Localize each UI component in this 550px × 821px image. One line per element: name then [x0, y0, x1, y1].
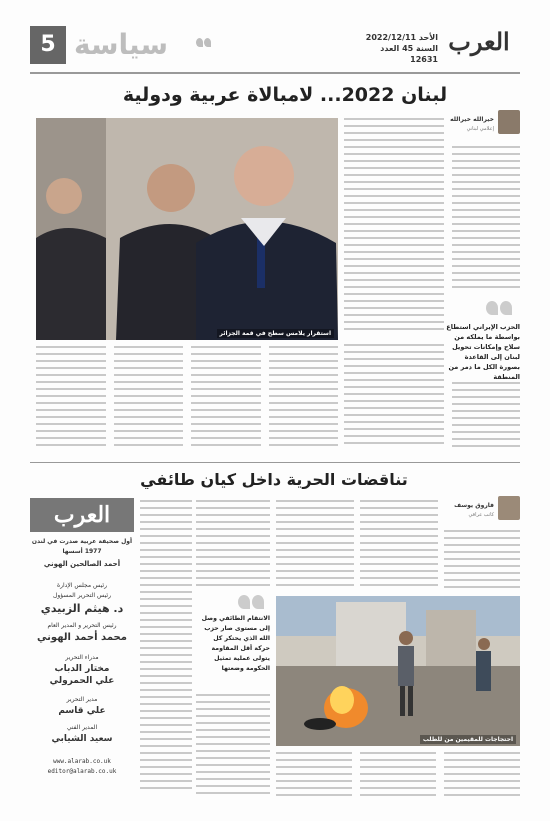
photo-illustration	[36, 118, 338, 340]
photo-caption: استقرار يلامس سطح في قمة الجزائر	[217, 329, 334, 338]
author-avatar-2	[498, 496, 520, 520]
date-line: الأحد 2022/12/11	[365, 33, 438, 42]
article2-column-1	[444, 530, 520, 592]
board-title: رئيس مجلس الإدارة	[56, 582, 108, 589]
editor-title: رئيس التحرير و المدير العام	[47, 622, 117, 629]
pull-quote-2: الانتقام الطائفي وصل إلى مستوى صار حزب الله الذي يحتكر كل حركة أقل المقاومة يتولى عملية تمثيل الحكومة وضعتها	[201, 615, 270, 672]
editor-name: محمد أحمد الهوني	[37, 632, 127, 643]
quote-icon	[486, 300, 516, 316]
tech-name: سعيد الشيابي	[51, 734, 113, 744]
board-subtitle: رئيس التحرير المسؤول	[53, 592, 111, 599]
issue-info	[358, 32, 438, 65]
masthead-tagline-2: 1977 أسسها	[62, 548, 102, 555]
masthead-founder: أحمد الصالحين الهوني	[43, 560, 121, 568]
author-name-2: فاروق يوسف	[454, 502, 494, 509]
issue-line: السنة 45 العدد 12631	[380, 44, 438, 64]
article-body-lower	[36, 346, 338, 456]
second-headline: تناقضات الحرية داخل كيان طائفي	[140, 470, 408, 489]
quote-icon-2	[238, 594, 268, 610]
article-column-2b	[344, 344, 444, 452]
article-column-1b	[452, 382, 520, 452]
section-title: سياسة	[74, 28, 168, 61]
news-photo-protest	[276, 596, 520, 746]
author-avatar	[498, 110, 520, 134]
board-name: د. هيثم الزبيدي	[40, 602, 124, 615]
author-box-2	[454, 496, 520, 526]
newspaper-logo: العرب	[448, 27, 510, 56]
email-link[interactable]: editor@alarab.co.uk	[47, 768, 117, 775]
art-name: علي قاسم	[58, 706, 106, 716]
masthead-logo: العرب	[30, 498, 134, 532]
masthead-tagline-1: أول صحيفة عربية صدرت في لندن	[31, 538, 133, 545]
author-role-2: كاتب عراقي	[468, 512, 494, 518]
page-header	[30, 26, 520, 68]
article2-column-4b	[196, 694, 270, 804]
managing-name-1: مختار الدباب	[54, 664, 110, 674]
page-number: 5	[30, 26, 66, 64]
quote-marks-icon	[196, 32, 212, 42]
photo2-caption: احتجاجات للمقيمين من للطلب	[420, 735, 516, 744]
divider-2	[30, 462, 520, 463]
managing-title: مدراء التحرير	[65, 654, 99, 661]
article2-column-2	[360, 500, 438, 592]
pull-quote: الحزب الإيراني استطاع بواسطة ما يملكه من سلاح وإمكانات تحويل لبنان إلى القاعدة بصورة الكل ما دمر من المنطقة	[446, 323, 520, 381]
article2-column-4	[196, 500, 270, 592]
tech-title: المدير الفني	[66, 724, 98, 731]
news-photo-officials	[36, 118, 338, 340]
article2-column-5	[140, 500, 192, 804]
article-column-1	[452, 146, 520, 296]
divider	[30, 72, 520, 74]
photo2-illustration	[276, 596, 520, 746]
masthead-box	[30, 498, 134, 798]
art-title: مدير التحرير	[66, 696, 98, 703]
article2-column-3	[276, 500, 354, 592]
article2-bottom	[276, 752, 520, 804]
author-role: إعلامي لبناني	[466, 126, 494, 132]
main-headline: لبنان 2022... لامبالاة عربية ودولية	[122, 84, 448, 106]
managing-name-2: علي الحمرولي	[49, 676, 115, 686]
article-column-2	[344, 118, 444, 340]
author-name: خيرالله خيرالله	[450, 116, 494, 123]
website-link[interactable]: www.alarab.co.uk	[53, 758, 111, 765]
author-box	[450, 110, 520, 140]
